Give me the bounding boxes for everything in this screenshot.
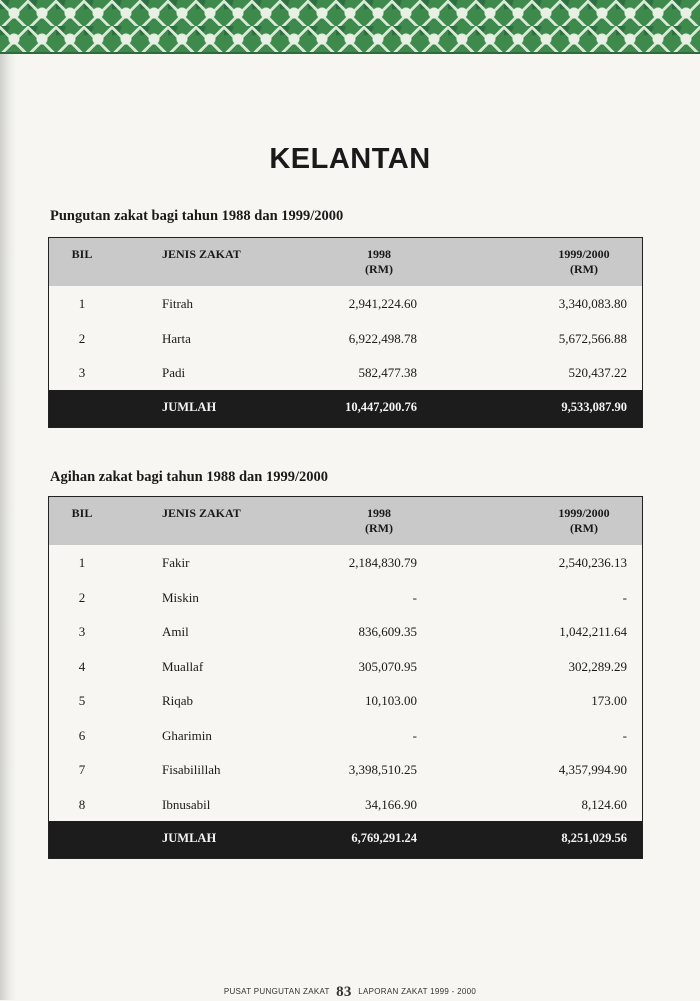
header-1999-unit: (RM) (570, 521, 598, 535)
cell-1999: 4,357,994.90 (558, 762, 627, 777)
cell-1998: 10,103.00 (365, 693, 417, 708)
cell-jenis-zakat: Miskin (162, 589, 199, 605)
table-row (49, 752, 642, 787)
table-header (49, 238, 642, 286)
cell-jenis-zakat: Ibnusabil (162, 796, 211, 812)
distribution-table (48, 496, 643, 859)
header-jenis-zakat: JENIS ZAKAT (162, 247, 241, 261)
cell-1999: 1,042,211.64 (559, 624, 627, 639)
table-row (49, 355, 642, 390)
cell-1999: - (622, 589, 627, 605)
header-jenis-zakat: JENIS ZAKAT (162, 506, 241, 520)
cell-1999: - (622, 727, 627, 743)
cell-1998: 34,166.90 (365, 796, 417, 812)
header-1998 (319, 247, 439, 277)
total-1998: 6,769,291.24 (351, 831, 417, 845)
cell-jenis-zakat: Fakir (162, 555, 190, 570)
collection-table (48, 237, 643, 428)
cell-1998: 3,398,510.25 (348, 762, 417, 777)
cell-1999: 520,437.22 (568, 365, 627, 380)
cell-jenis-zakat: Riqab (162, 693, 194, 708)
total-label: JUMLAH (162, 831, 217, 845)
header-1999-year: 1999/2000 (558, 247, 610, 261)
header-bil: BIL (71, 506, 93, 520)
total-1999: 8,251,029.56 (561, 831, 627, 845)
header-1998-year: 1998 (367, 506, 391, 520)
footer-left-text: PUSAT PUNGUTAN ZAKAT (223, 987, 330, 996)
total-1999: 9,533,087.90 (561, 399, 627, 414)
cell-1998: 6,922,498.78 (348, 330, 417, 346)
cell-bil: 2 (78, 589, 86, 605)
table-row (49, 787, 642, 822)
total-1998: 10,447,200.76 (345, 399, 417, 414)
cell-jenis-zakat: Fitrah (162, 296, 194, 311)
cell-bil: 5 (78, 693, 86, 708)
header-1998-year: 1998 (367, 247, 391, 261)
header-1998-unit: (RM) (365, 262, 393, 276)
cell-bil: 7 (78, 762, 86, 777)
collection-rows (49, 286, 642, 390)
cell-1998: 305,070.95 (358, 658, 417, 674)
footer-right-text: LAPORAN ZAKAT 1999 - 2000 (358, 987, 477, 996)
table-row (49, 614, 642, 649)
cell-bil: 2 (78, 330, 86, 346)
cell-bil: 1 (78, 296, 86, 311)
cell-1998: - (412, 589, 417, 605)
cell-bil: 1 (78, 555, 86, 570)
table-row (49, 545, 642, 580)
header-1999-unit: (RM) (570, 262, 598, 276)
decorative-pattern-border (0, 0, 700, 54)
cell-1999: 3,340,083.80 (558, 296, 627, 311)
table-row (49, 718, 642, 753)
cell-1998: 582,477.38 (358, 365, 417, 380)
distribution-total-row (49, 821, 642, 858)
cell-1998: - (412, 727, 417, 743)
cell-1999: 302,289.29 (568, 658, 627, 674)
cell-jenis-zakat: Amil (162, 624, 189, 639)
cell-1999: 5,672,566.88 (558, 330, 627, 346)
cell-jenis-zakat: Padi (162, 365, 186, 380)
header-1998-unit: (RM) (365, 521, 393, 535)
cell-jenis-zakat: Gharimin (162, 727, 212, 743)
header-bil: BIL (71, 247, 93, 261)
cell-1999: 8,124.60 (581, 796, 627, 812)
table-header (49, 497, 642, 545)
distribution-section-title: Agihan zakat bagi tahun 1988 dan 1999/2000 (50, 469, 328, 485)
cell-jenis-zakat: Harta (162, 330, 191, 346)
total-label: JUMLAH (162, 399, 217, 414)
cell-bil: 4 (78, 658, 86, 674)
cell-1999: 2,540,236.13 (558, 555, 627, 570)
distribution-rows (49, 545, 642, 821)
cell-bil: 6 (78, 727, 86, 743)
cell-1998: 836,609.35 (358, 624, 417, 639)
table-row (49, 580, 642, 615)
table-row (49, 649, 642, 684)
header-1999-year: 1999/2000 (558, 506, 610, 520)
page-footer (0, 984, 700, 1001)
cell-jenis-zakat: Fisabilillah (162, 762, 221, 777)
table-row (49, 683, 642, 718)
page-title: KELANTAN (269, 143, 431, 175)
cell-bil: 3 (78, 624, 86, 639)
header-1998 (319, 506, 439, 536)
collection-total-row (49, 390, 642, 427)
cell-1998: 2,184,830.79 (348, 555, 417, 570)
cell-1999: 173.00 (591, 693, 627, 708)
header-1999 (519, 506, 649, 536)
cell-bil: 8 (78, 796, 86, 812)
page-number: 83 (336, 984, 352, 1000)
collection-section-title: Pungutan zakat bagi tahun 1988 dan 1999/2000 (50, 208, 344, 224)
table-row (49, 286, 642, 321)
cell-bil: 3 (78, 365, 86, 380)
header-1999 (519, 247, 649, 277)
cell-jenis-zakat: Muallaf (162, 658, 204, 674)
cell-1998: 2,941,224.60 (348, 296, 417, 311)
table-row (49, 321, 642, 356)
